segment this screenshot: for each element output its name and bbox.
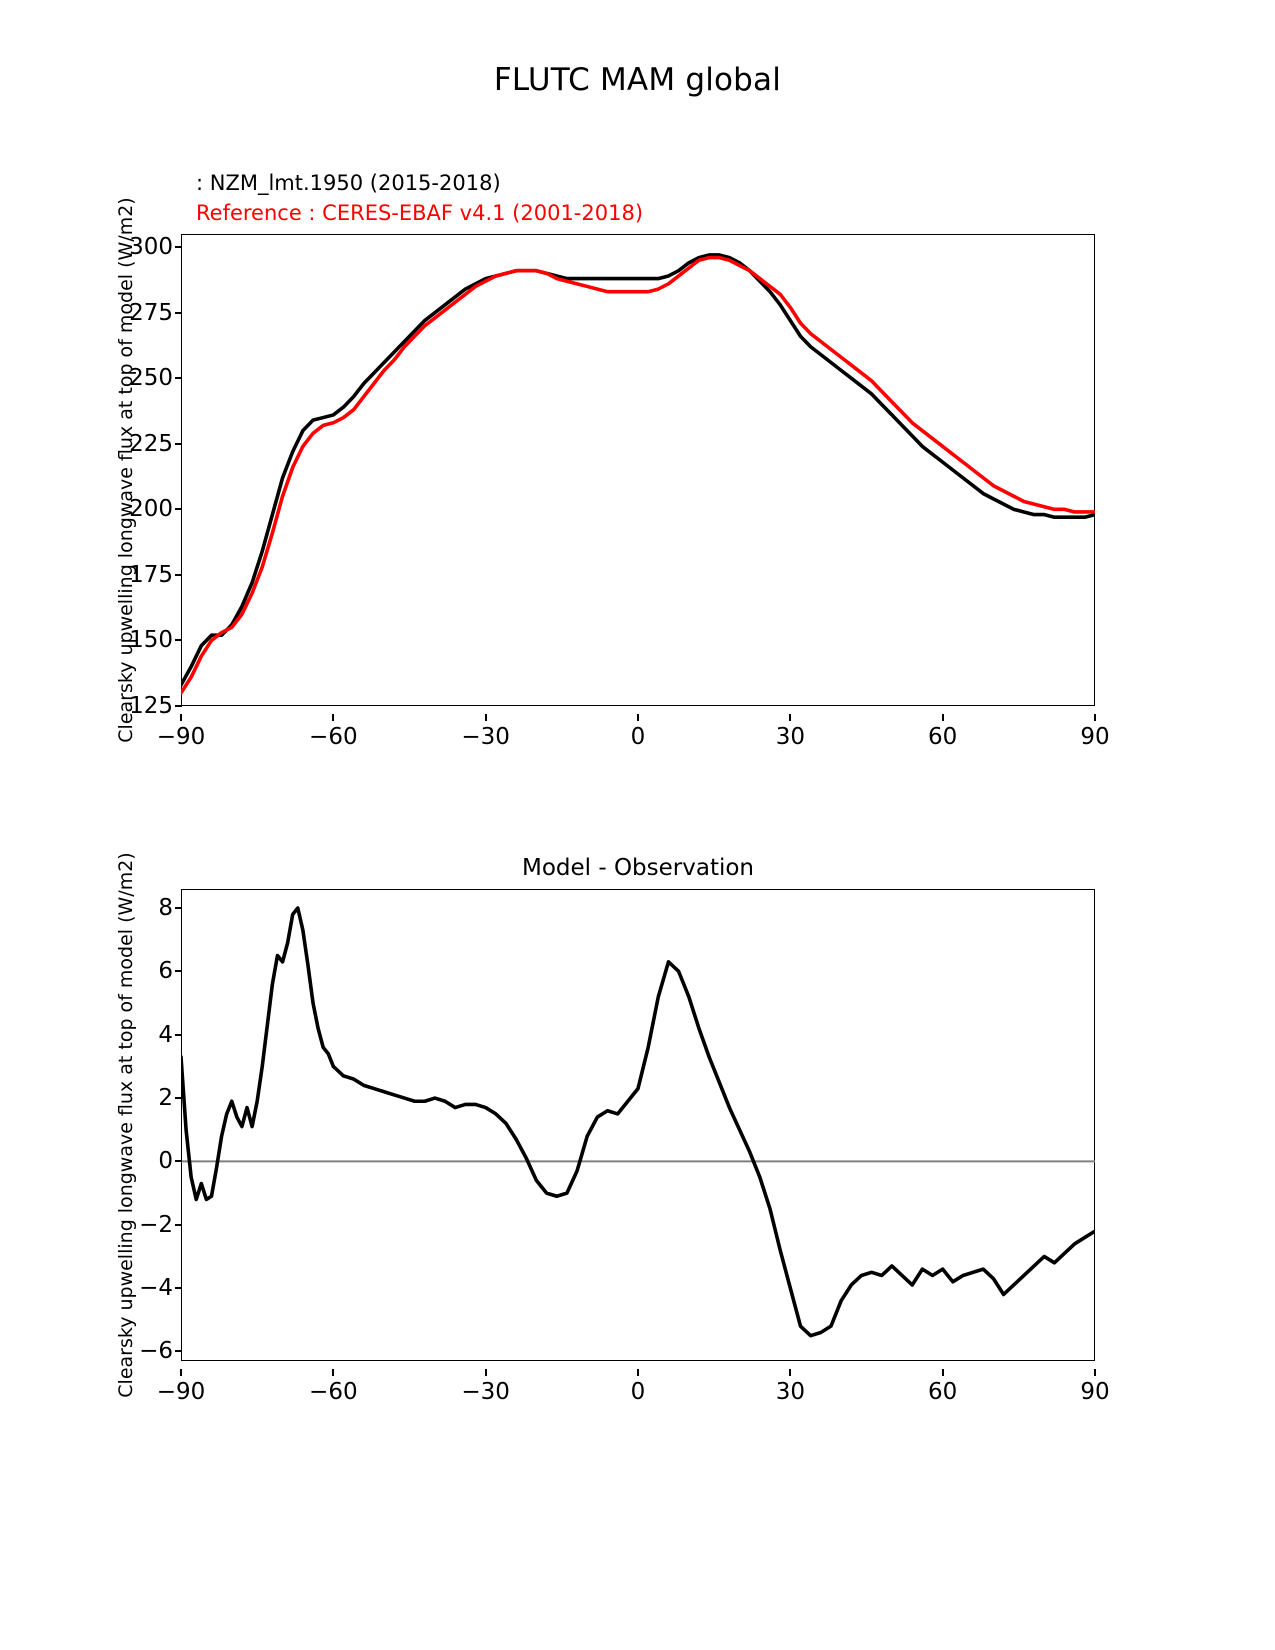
xtick-label: 60: [928, 1379, 958, 1405]
xtick-mark: [180, 714, 182, 721]
series-line-0: [181, 908, 1095, 1336]
xtick-mark: [332, 714, 334, 721]
ytick-mark: [175, 970, 182, 972]
ytick-mark: [175, 705, 182, 707]
ytick-mark: [175, 508, 182, 510]
top-panel-plot: [181, 234, 1095, 706]
xtick-label: 90: [1080, 1379, 1110, 1405]
top-panel-axes: [181, 234, 1095, 706]
xtick-label: −60: [309, 1379, 358, 1405]
ytick-label: 225: [129, 430, 173, 457]
ytick-mark: [175, 1224, 182, 1226]
ytick-label: 0: [158, 1148, 173, 1175]
xtick-mark: [1094, 1369, 1096, 1376]
xtick-label: 0: [630, 724, 646, 750]
xtick-label: −30: [461, 724, 510, 750]
top-panel-ylabel: Clearsky upwelling longwave flux at top of model (W/m2): [115, 197, 137, 743]
series-line-0: [181, 255, 1095, 685]
bottom-panel-ylabel: Clearsky upwelling longwave flux at top of model (W/m2): [115, 852, 137, 1398]
ytick-label: 6: [158, 958, 173, 985]
xtick-label: 0: [630, 1379, 646, 1405]
xtick-mark: [637, 714, 639, 721]
xtick-label: 60: [928, 724, 958, 750]
bottom-panel-axes: [181, 889, 1095, 1361]
xtick-mark: [789, 1369, 791, 1376]
ytick-mark: [175, 574, 182, 576]
ytick-mark: [175, 377, 182, 379]
ytick-label: −6: [139, 1338, 173, 1365]
legend: [196, 168, 643, 228]
bottom-panel-xtick-labels: [156, 1369, 1110, 1405]
ytick-label: 250: [129, 365, 173, 392]
xtick-mark: [942, 714, 944, 721]
bottom-panel-ytick-labels: [113, 889, 173, 1365]
xtick-mark: [789, 714, 791, 721]
xtick-mark: [637, 1369, 639, 1376]
ytick-mark: [175, 907, 182, 909]
xtick-label: −60: [309, 724, 358, 750]
ytick-label: −2: [139, 1211, 173, 1238]
ytick-label: 150: [129, 627, 173, 654]
ytick-label: 125: [129, 693, 173, 719]
ytick-mark: [175, 639, 182, 641]
xtick-label: −90: [156, 724, 206, 750]
ytick-mark: [175, 1160, 182, 1162]
top-panel-ytick-labels: [113, 234, 173, 719]
legend-model-entry: : NZM_lmt.1950 (2015-2018): [196, 171, 501, 195]
xtick-label: 30: [775, 1379, 805, 1405]
xtick-mark: [180, 1369, 182, 1376]
xtick-mark: [1094, 714, 1096, 721]
xtick-mark: [485, 1369, 487, 1376]
ytick-mark: [175, 246, 182, 248]
ytick-label: 300: [129, 234, 173, 261]
bottom-panel-title: Model - Observation: [521, 855, 755, 881]
ytick-mark: [175, 1097, 182, 1099]
xtick-label: 90: [1080, 724, 1110, 750]
ytick-label: 175: [129, 561, 173, 588]
ytick-mark: [175, 1287, 182, 1289]
xtick-mark: [485, 714, 487, 721]
xtick-label: 30: [775, 724, 805, 750]
figure-title: FLUTC MAM global: [493, 62, 782, 98]
legend-reference-entry: Reference : CERES-EBAF v4.1 (2001-2018): [196, 201, 644, 225]
ytick-label: 8: [158, 895, 173, 921]
ytick-mark: [175, 443, 182, 445]
top-panel-xtick-labels: [156, 714, 1110, 750]
ytick-label: 4: [158, 1021, 173, 1048]
xtick-label: −30: [461, 1379, 510, 1405]
ytick-mark: [175, 1034, 182, 1036]
xtick-mark: [942, 1369, 944, 1376]
ytick-label: −4: [139, 1275, 173, 1302]
ytick-mark: [175, 312, 182, 314]
ytick-label: 200: [129, 496, 173, 523]
ytick-label: 2: [158, 1085, 173, 1112]
xtick-mark: [332, 1369, 334, 1376]
xtick-label: −90: [156, 1379, 206, 1405]
ytick-mark: [175, 1350, 182, 1352]
ytick-label: 275: [129, 299, 173, 326]
bottom-panel-plot: [181, 889, 1095, 1361]
